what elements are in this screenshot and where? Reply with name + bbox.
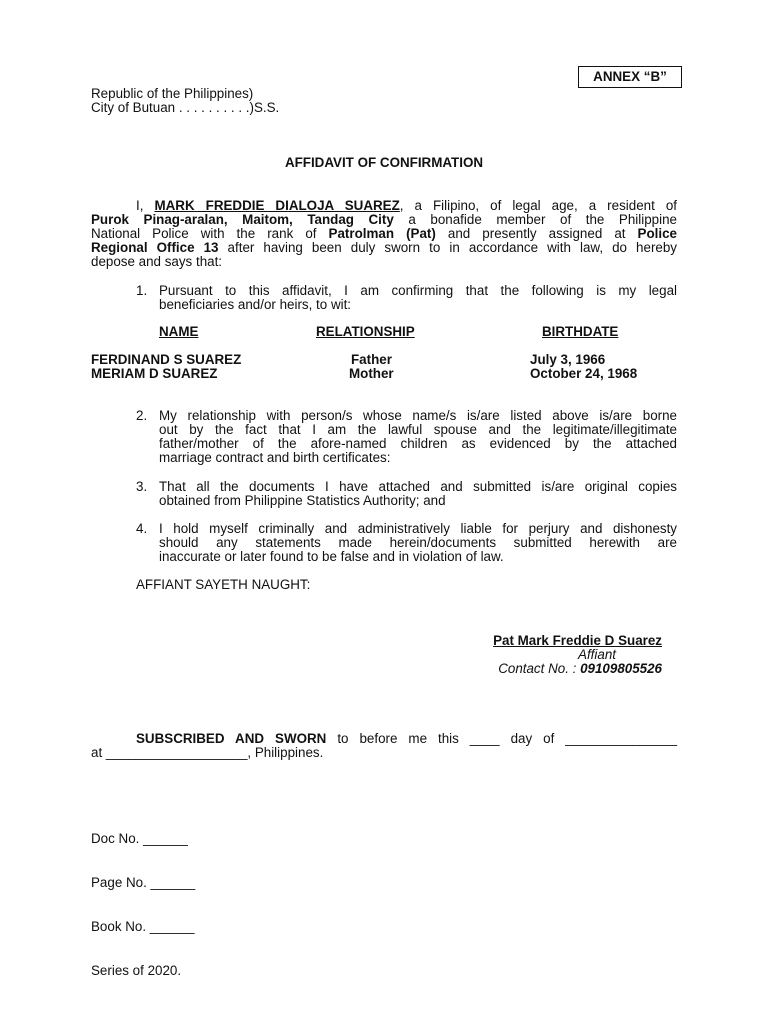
item-4-number: 4.: [136, 521, 148, 536]
intro-line-3: [91, 227, 677, 241]
doc-number: Doc No. ______: [91, 831, 188, 846]
table-cell-name: MERIAM D SUAREZ: [91, 366, 218, 381]
book-number: Book No. ______: [91, 919, 195, 934]
item-1-text: [159, 284, 677, 312]
table-header-name: NAME: [159, 324, 199, 339]
item-4-line-3: inaccurate or later found to be false and in violation of law.: [159, 549, 504, 564]
notarial-details: [91, 802, 195, 993]
intro-text: after having been duly sworn to in accordance with law, do hereby: [218, 240, 678, 255]
contact-label: Contact No. :: [498, 661, 581, 676]
affiant-name: MARK FREDDIE DIALOJA SUAREZ: [154, 198, 400, 213]
intro-text: National Police with the rank of: [91, 226, 329, 241]
affiant-rank: Patrolman (Pat): [328, 226, 436, 241]
item-1-line-2: beneficiaries and/or heirs, to wit:: [159, 297, 352, 312]
intro-text: I,: [136, 198, 155, 213]
signatory-role: Affiant: [578, 647, 616, 662]
venue-city: City of Butuan . . . . . . . . . .)S.S.: [91, 100, 280, 115]
table-header-relationship: RELATIONSHIP: [316, 324, 415, 339]
intro-text: and presently assigned at: [435, 226, 638, 241]
page-number: Page No. ______: [91, 875, 196, 890]
jurat-line-2: at ___________________, Philippines.: [91, 745, 324, 760]
intro-line-2: [91, 213, 677, 227]
item-4-line-2: should any statements made herein/documents submitted herewith are: [159, 535, 677, 550]
item-2-line-2: out by the fact that I am the lawful spouse and the legitimate/illegitimate: [159, 422, 677, 437]
item-2-line-4: marriage contract and birth certificates:: [159, 450, 391, 465]
jurat: [91, 732, 677, 760]
jurat-line-1: [91, 732, 677, 746]
item-3-line-1: That all the documents I have attached and submitted is/are original copies: [159, 479, 677, 494]
jurat-text: to before me this ____ day of _______________: [326, 731, 677, 746]
item-2-number: 2.: [136, 408, 148, 423]
item-3-text: [159, 480, 677, 508]
signatory-name: Pat Mark Freddie D Suarez: [493, 633, 662, 648]
intro-line-1: [91, 199, 677, 213]
affiant-address: Purok Pinag-aralan, Maitom, Tandag City: [91, 212, 394, 227]
item-4-text: [159, 522, 677, 564]
intro-text: a bonafide member of the Philippine: [393, 212, 677, 227]
signature-block: [430, 634, 662, 676]
intro-text: , a Filipino, of legal age, a resident of: [399, 198, 677, 213]
table-header-birthdate: BIRTHDATE: [542, 324, 619, 339]
contact-number: 09109805526: [580, 661, 662, 676]
item-4-line-1: I hold myself criminally and administratively liable for perjury and dishonesty: [159, 521, 677, 536]
table-cell-relationship: Mother: [349, 366, 394, 381]
item-1-number: 1.: [136, 283, 148, 298]
annex-label: ANNEX “B”: [578, 66, 682, 88]
item-1-line-1: Pursuant to this affidavit, I am confirming that the following is my legal: [159, 283, 677, 298]
office-part-1: Police: [637, 226, 677, 241]
item-3-number: 3.: [136, 479, 148, 494]
item-2-text: [159, 409, 677, 465]
series-year: Series of 2020.: [91, 963, 182, 978]
closing-statement: AFFIANT SAYETH NAUGHT:: [136, 577, 311, 592]
intro-paragraph: [91, 199, 677, 269]
item-3-line-2: obtained from Philippine Statistics Authority; and: [159, 493, 446, 508]
item-2-line-3: father/mother of the afore-named children as evidenced by the attached: [159, 436, 677, 451]
table-cell-relationship: Father: [351, 352, 392, 367]
intro-line-4: [91, 241, 677, 255]
table-cell-name: FERDINAND S SUAREZ: [91, 352, 242, 367]
contact-line: [430, 662, 662, 676]
jurat-bold: SUBSCRIBED AND SWORN: [136, 731, 327, 746]
intro-line-5: depose and says that:: [91, 254, 223, 269]
office-part-2: Regional Office 13: [91, 240, 219, 255]
table-cell-birthdate: October 24, 1968: [530, 366, 638, 381]
item-2-line-1: My relationship with person/s whose name/s is/are listed above is/are borne: [159, 408, 677, 423]
venue-republic: Republic of the Philippines): [91, 86, 254, 101]
table-cell-birthdate: July 3, 1966: [530, 352, 606, 367]
document-title: AFFIDAVIT OF CONFIRMATION: [284, 155, 484, 170]
